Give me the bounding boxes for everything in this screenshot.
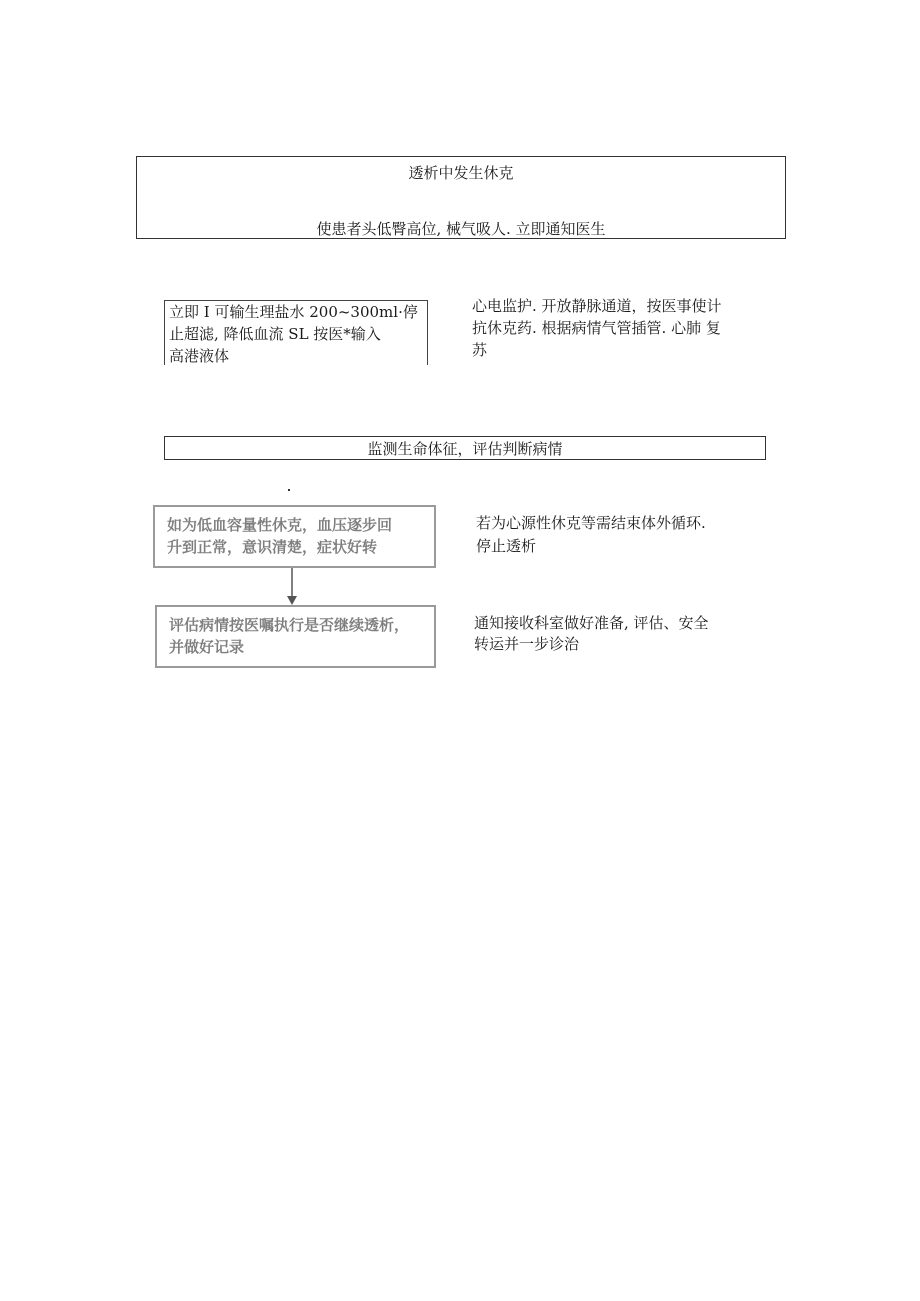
hypovolemic-line-1: 如为低血容量性休克，血压逐步回 xyxy=(167,516,393,534)
stray-dot xyxy=(288,489,290,491)
transfer-line-2: 转运并一步诊治 xyxy=(474,635,580,653)
initial-response-instruction: 使患者头低臀高位, 械气吸人. 立即通知医生 xyxy=(316,220,606,238)
saline-line-3: 高港液体 xyxy=(169,347,230,365)
hypovolemic-shock-box xyxy=(153,505,436,568)
cardio-line-2: 抗休克药. 根据病情气管插管. 心肺 复 xyxy=(472,319,721,337)
down-arrow-icon xyxy=(284,568,300,606)
saline-line-1: 立即 I 可输生理盐水 200~300ml·停 xyxy=(169,303,418,321)
shock-onset-title: 透析中发生休克 xyxy=(408,164,514,182)
saline-infusion-box xyxy=(164,300,428,365)
transfer-line-1: 通知接收科室做好准备, 评估、安全 xyxy=(474,614,709,632)
monitor-vitals-text: 监测生命体征，评估判断病情 xyxy=(367,440,563,458)
assess-line-2: 并做好记录 xyxy=(169,638,245,656)
saline-line-2: 止超滤, 降低血流 SL 按医*输入 xyxy=(169,325,381,343)
cardiogenic-line-2: 停止透析 xyxy=(476,537,537,555)
cardio-line-1: 心电监护. 开放静脉通道，按医事使计 xyxy=(472,297,722,315)
monitor-vitals-box xyxy=(164,436,766,460)
assess-line-1: 评估病情按医嘱执行是否继续透析， xyxy=(169,616,410,634)
hypovolemic-line-2: 升到正常，意识清楚，症状好转 xyxy=(167,538,378,556)
assess-continue-box xyxy=(155,605,436,668)
cardio-line-3: 苏 xyxy=(472,341,488,359)
cardiogenic-line-1: 若为心源性休克等需结束体外循环. xyxy=(476,514,706,532)
shock-onset-box xyxy=(136,156,786,239)
